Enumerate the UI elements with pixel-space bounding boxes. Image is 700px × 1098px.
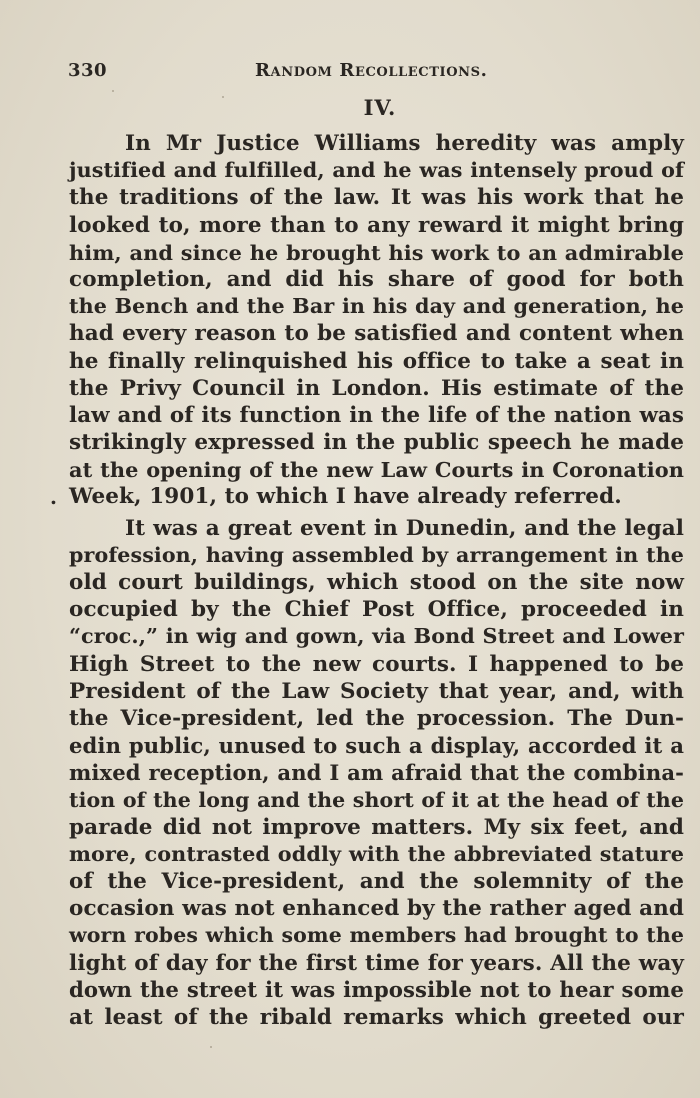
text-line: mixed reception, and I am afraid that the combina- [69,760,684,786]
text-line: looked to, more than to any reward it might bring [69,212,684,238]
text-line: him, and since he brought his work to an admirable [69,239,684,265]
page-number: 330 [68,60,108,81]
text-line: High Street to the new courts. I happened to be [69,651,684,677]
body-text [69,130,684,1031]
text-line: edin public, unused to such a display, accorded it a [69,733,684,759]
text-line: had every reason to be satisfied and content when [69,321,684,347]
text-line: It was a great event in Dunedin, and the legal [125,515,684,541]
text-line: the Vice-president, led the procession. The Dun- [69,705,684,731]
paragraph-1 [69,130,684,511]
text-line: down the street it was impossible not to hear some [69,977,684,1003]
text-line: he finally relinquished his office to take a seat in [69,348,684,374]
text-line: occupied by the Chief Post Office, proceeded in [69,597,684,623]
text-line: law and of its function in the life of the nation was [69,402,684,428]
paragraph-2 [69,515,684,1032]
text-line: justified and fulfilled, and he was intensely proud of [69,158,684,183]
text-line: old court buildings, which stood on the site now [69,570,684,595]
text-line: Week, 1901, to which I have already referred. [69,484,622,510]
text-line: completion, and did his share of good for both [69,266,684,292]
text-line: strikingly expressed in the public speech he made [69,430,684,456]
text-line: In Mr Justice Williams heredity was amply [125,131,684,156]
text-line: worn robes which some members had brought to the [69,923,684,948]
text-line: occasion was not enhanced by the rather aged and [69,896,684,922]
text-line: at the opening of the new Law Courts in Coronation [69,457,684,483]
section-heading: IV. [363,95,397,120]
text-line: tion of the long and the short of it at the head of the [69,787,684,812]
text-line: the Privy Council in London. His estimate of the [69,375,684,401]
text-line: of the Vice-president, and the solemnity of the [69,869,684,895]
text-line: light of day for the first time for years. All the way [69,950,684,976]
margin-mark: . [50,485,57,509]
running-head [68,60,688,84]
text-line: the traditions of the law. It was his work that he [69,185,684,211]
text-line: the Bench and the Bar in his day and generation, he [69,294,684,319]
text-line: parade did not improve matters. My six feet, and [69,814,684,840]
running-title: Random Recollections. [255,60,488,81]
text-line: more, contrasted oddly with the abbreviated stature [69,841,684,866]
text-line: profession, having assembled by arrangement in the [69,542,684,567]
text-line: “croc.,” in wig and gown, via Bond Street and Lower [69,624,684,649]
text-line: President of the Law Society that year, and, with [69,678,684,704]
text-line: at least of the ribald remarks which greeted our [69,1005,684,1030]
